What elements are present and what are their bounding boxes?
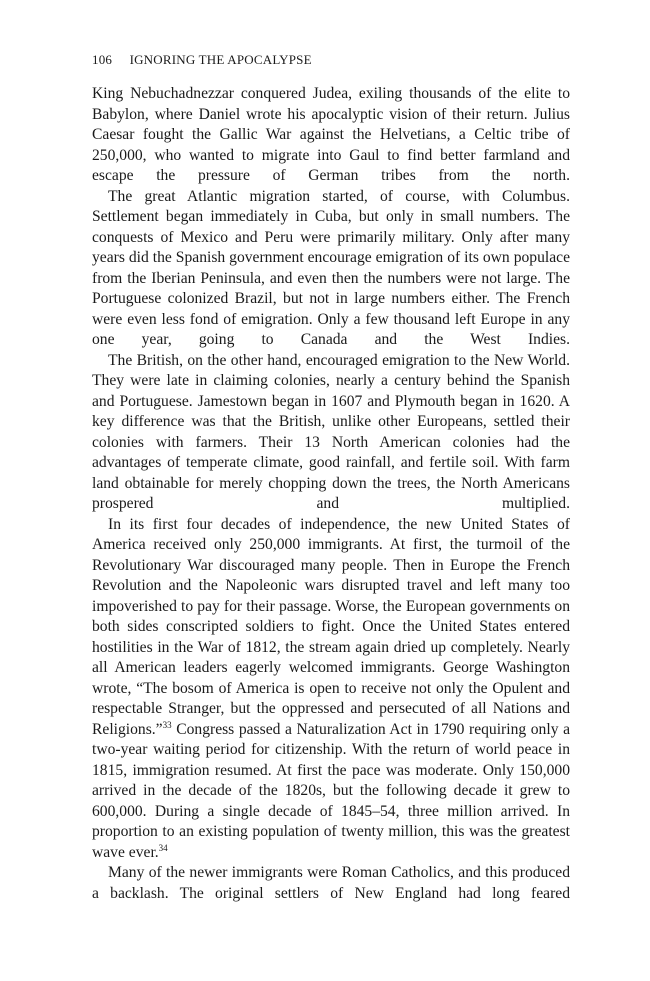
footnote-marker[interactable]: 34 [158, 842, 168, 853]
paragraph [92, 351, 570, 515]
paragraph [92, 515, 570, 864]
paragraph [92, 863, 570, 904]
paragraph-text: In its first four decades of independence, the new United States of America received only 250,000 immigrants. At first, the turmoil of the Revolutionary War discouraged many people. Then in Europe the French Revolution and the Napoleonic wars disrupted travel and left many too impoverished to pay for their passage. Worse, the European governments on both sides conscripted soldiers to fight. Once the United States entered hostilities in the War of 1812, the stream again dried up completely. Nearly all American leaders eagerly welcomed immigrants. George Washington wrote, “The bosom of America is open to receive not only the Opulent and respectable Stranger, but the oppressed and persecuted of all Nations and Religions.” [92, 515, 570, 738]
paragraph-text: King Nebuchadnezzar conquered Judea, exiling thousands of the elite to Babylon, where Daniel wrote his apocalyptic vision of their return. Julius Caesar fought the Gallic War against the Helvetians, a Celtic tribe of 250,000, who wanted to migrate into Gaul to find better farmland and escape the pressure of German tribes from the north. [92, 85, 570, 184]
paragraph-text: Many of the newer immigrants were Roman Catholics, and this produced a backlash. The original settlers of New England had long feared [92, 864, 570, 902]
running-title: IGNORING THE APOCALYPSE [129, 52, 312, 67]
paragraph [92, 187, 570, 351]
body-text [92, 84, 570, 904]
footnote-marker[interactable]: 33 [162, 719, 172, 730]
page-number: 106 [92, 52, 113, 67]
paragraph-text: The British, on the other hand, encouraged emigration to the New World. They were late in claiming colonies, nearly a century behind the Spanish and Portuguese. Jamestown began in 1607 and Plymouth began in 1620. A key difference was that the British, unlike other Europeans, settled their colonies with farmers. Their 13 North American colonies had the advantages of temperate climate, good rainfall, and fertile soil. With farm land obtainable for merely chopping down the trees, the North Americans prospered and multiplied. [92, 351, 570, 512]
paragraph-text: Congress passed a Naturalization Act in 1790 requiring only a two-year waiting period for citizenship. With the return of world peace in 1815, immigration resumed. At first the pace was moderate. Only 150,000 arrived in the decade of the 1820s, but the following decade it grew to 600,000. During a single decade of 1845–54, three million arrived. In proportion to an existing population of twenty million, this was the greatest wave ever. [92, 720, 570, 861]
paragraph-text: The great Atlantic migration started, of course, with Columbus. Settlement began immediately in Cuba, but only in small numbers. The conquests of Mexico and Peru were primarily military. Only after many years did the Spanish government encourage emigration of its own populace from the Iberian Peninsula, and even then the numbers were not large. The Portuguese colonized Brazil, but not in large numbers either. The French were even less fond of emigration. Only a few thousand left Europe in any one year, going to Canada and the West Indies. [92, 187, 570, 348]
paragraph [92, 84, 570, 187]
running-header [92, 52, 312, 68]
